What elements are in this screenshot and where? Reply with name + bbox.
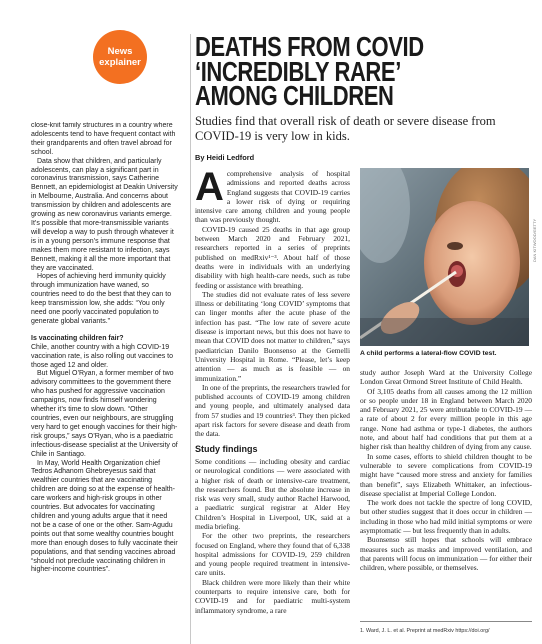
study-findings-subheading: Study findings (195, 443, 258, 454)
badge-line-2: explainer (99, 57, 141, 68)
headline-line-2: ‘INCREDIBLY RARE’ (195, 55, 401, 87)
headline (195, 31, 471, 111)
photo-illustration (360, 168, 529, 346)
photo-caption: A child performs a lateral-flow COVID test. (360, 350, 497, 357)
standfirst: Studies find that overall risk of death or severe disease from COVID-19 is very low in kids. (195, 114, 496, 143)
left-column-text (31, 122, 178, 644)
article-paragraph: study author Joseph Ward at the University College London Great Ormond Street Institute of Child Health. (360, 368, 532, 387)
references-divider (360, 621, 532, 622)
left-subheading: Is vaccinating children fair? (31, 334, 124, 342)
left-paragraph: In May, World Health Organization chief Tedros Adhanom Ghebreyesus said that wealthier countries that are vaccinating children are doing so at the expense of health-care workers and high-risk groups in other countries. But advocates for vaccinating children and young adults argue that it need not be a case of one or the other. Sam-Agudu points out that some wealthy countries bought more than enough doses to fully vaccinate their populations, and that sending vaccines abroad “should not preclude vaccinating children in higher-income countries”. (31, 459, 178, 574)
article-paragraph: In one of the preprints, the researchers trawled for published accounts of COVID-19 among children and young people, and ultimately analysed data from 57 studies and 19 countries³. They then picked apart risk factors for severe disease and death from the data. (195, 382, 350, 439)
right-column-text (360, 368, 532, 618)
left-paragraph: close-knit family structures in a country where adolescents tend to have frequent contact with their grandparents and often travel abroad for school. (31, 122, 176, 156)
middle-column-text (195, 169, 350, 644)
left-paragraph: Data show that children, and particularly adolescents, can play a significant part in coronavirus transmission, says Catherine Bennett, an epidemiologist at Deakin University in Melbourne, Australia. And concerns about transmission by children and adolescents are growing as new coronavirus variants emerge. It’s possible that more-transmissible variants will develop a way to push through whatever it is in a young person’s immune response that makes them more resistant to infection, says Bennett, making it all the more important that they are vaccinated. (31, 157, 178, 272)
drop-cap: A (195, 169, 224, 209)
left-paragraph: Chile, another country with a high COVID-19 vaccination rate, is also rolling out vaccines to those aged 12 and older. (31, 343, 174, 369)
news-explainer-badge (93, 30, 147, 84)
article-paragraph: The studies did not evaluate rates of less severe illness or debilitating ‘long COVID’ symptoms that can linger months after the acute phase of the infection has past. “The low rate of severe acute disease is important news, but this does not have to mean that COVID does not matter to children,” says paediatrician Danilo Buonsenso at the Gemelli University Hospital in Rome. “Please, let’s keep attention — as much as is feasible — on immunization.” (195, 289, 350, 383)
article-paragraph: In some cases, efforts to shield children thought to be vulnerable to severe complications from COVID-19 might have “caused more stress and anxiety for families than benefit”, says Elizabeth Whittaker, an infectious-disease specialist at Imperial College London. (360, 451, 532, 498)
article-paragraph: Some conditions — including obesity and cardiac or neurological conditions — were associated with a higher risk of death or intensive-care treatment, the researchers found. But the absolute increase in risk was very small, study author Rachel Harwood, a paediatric surgical registrar at Alder Hey Children’s Hospital in Liverpool, UK, said at a media briefing. (195, 456, 350, 531)
article-paragraph: Black children were more likely than their white counterparts to require intensive care, both for COVID-19 and for paediatric multi-system inflammatory syndrome, a rare (195, 577, 350, 615)
article-paragraph: comprehensive analysis of hospital admissions and reported deaths across England suggests that COVID-19 carries a lower risk of dying or requiring intensive care among children and young people than was previously thought. (195, 169, 350, 225)
left-paragraph: Hopes of achieving herd immunity quickly through immunization have waned, so countries need to do the best that they can to keep transmission low, she adds: “You only need one poorly vaccinated population to generate global variants.” (31, 273, 172, 325)
article-paragraph: For the other two preprints, the researchers focused on England, where they found that of 6,338 hospital admissions for COVID-19, 259 children and young people required treatment in intensive-care units. (195, 531, 350, 578)
byline: By Heidi Ledford (195, 153, 255, 162)
column-divider (190, 34, 191, 644)
left-paragraph: But Miguel O’Ryan, a former member of two advisory committees to the government there who has pushed for aggressive vaccination campaigns, now finds himself wondering whether it’s time to slow down. “Other countries, even our neighbours, are struggling very hard to get enough vaccines for their high-risk groups,” says O’Ryan, who is a paediatric infectious-disease specialist at the University of Chile in Santiago. (31, 370, 178, 458)
article-paragraph: Buonsenso still hopes that schools will embrace measures such as masks and improved ventilation, and that parents will focus on immunization — for either their children, where possible, or themselves. (360, 535, 532, 573)
article-paragraph: Of 3,105 deaths from all causes among the 12 million or so people under 18 in England between March 2020 and February 2021, 25 were attributable to COVID-19 — a rate of about 2 for every million people in this age range. None had asthma or type-1 diabetes, the authors note, and about half had conditions that put them at a higher risk than healthy children of dying from any cause. (360, 386, 532, 452)
article-paragraph: The work does not tackle the spectre of long COVID, but other studies suggest that it does occur in children — including in those who had mild initial symptoms or were asymptomatic — but less frequently than in adults. (360, 498, 532, 536)
headline-line-3: AMONG CHILDREN (195, 80, 394, 111)
reference-item: 1. Ward, J. L. et al. Preprint at medRxiv https://doi.org/ (360, 628, 490, 634)
headline-line-1: DEATHS FROM COVID (195, 31, 424, 62)
child-lateral-flow-test-photo (360, 168, 529, 346)
photo-credit: DAN KITWOOD/GETTY (532, 218, 537, 262)
badge-line-1: News (107, 46, 133, 57)
article-paragraph: COVID-19 caused 25 deaths in that age group between March 2020 and February 2021, researchers reported in a series of preprints published on medRxiv¹⁻³. About half of those deaths were in individuals with an underlying disability with high health-care needs, such as tube feeding or assistance with breathing. (195, 224, 350, 290)
